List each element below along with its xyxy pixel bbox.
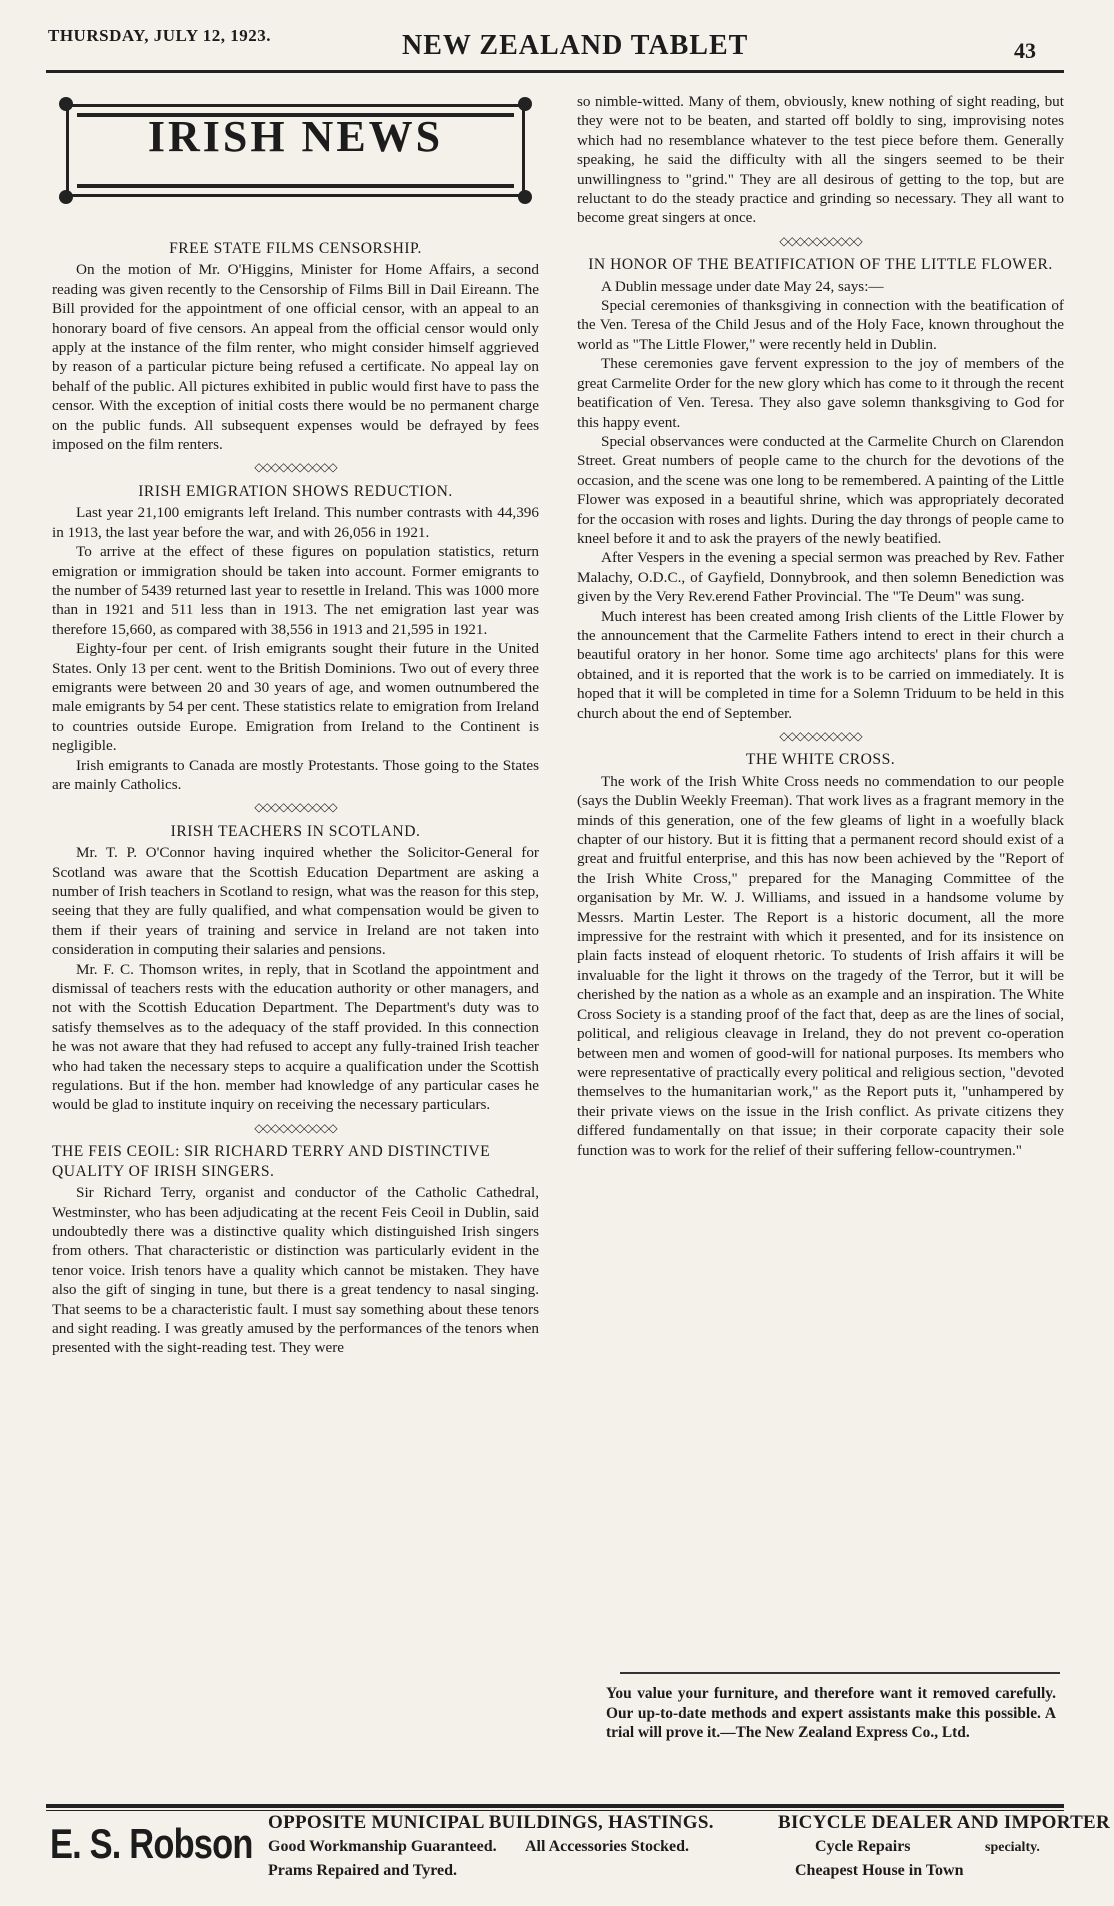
right-column: [577, 92, 1064, 1160]
article-paragraph: Irish emigrants to Canada are mostly Protestants. Those going to the States are mainly Catholics.: [52, 756, 539, 793]
article-intro: A Dublin message under date May 24, says:—: [601, 277, 884, 295]
article-paragraph: Mr. T. P. O'Connor having inquired whether the Solicitor-General for Scotland was aware that the Scottish Education Department are asking a number of Irish teachers in Scotland to resign, what was the reason for this step, seeing that they are fully qualified, and what compensation would be given to them if their years of training and service in Ireland are not taken into consideration in computing their salaries and pensions.: [52, 844, 539, 959]
banner-corner-ornament: [518, 97, 532, 111]
advertiser-address: OPPOSITE MUNICIPAL BUILDINGS, HASTINGS.: [268, 1812, 714, 1833]
advertiser-cheapest: Cheapest House in Town: [795, 1862, 964, 1879]
article-paragraph: On the motion of Mr. O'Higgins, Minister for Home Affairs, a second reading was given recently to the Censorship of Films Bill in Dail Eireann. The Bill provided for the appointment of one official censor, with an appeal to an honorary board of five censors. An appeal from the official censor would only apply at the instance of the film renter, who might consider himself aggrieved by reason of a particular picture being refused a certificate. No appeal lay on behalf of the public. All pictures exhibited in public would first have to pass the censor. With the exception of initial costs there would be no permanent charge on the public funds. All subsequent expenses would be defrayed by fees imposed on the film renters.: [52, 261, 539, 454]
advertiser-accessories: All Accessories Stocked.: [525, 1838, 689, 1855]
article-paragraph: Eighty-four per cent. of Irish emigrants sought their future in the United States. Only 13 per cent. went to the British Dominions. Two out of every three emigrants were between 20 and 30 years of age, and women outnumbered the male emigrants by 54 per cent. These statistics relate to emigration from Ireland to countries outside Europe. Emigration from Ireland to the Continent is negligible.: [52, 640, 539, 755]
article-paragraph: Much interest has been created among Irish clients of the Little Flower by the announcement that the Carmelite Fathers intend to erect in their church a beautiful oratory in her honor. Some time ago architects' plans for this were obtained, and it is reported that the work is to be carried on immediately. It is hoped that it will be completed in time for a Solemn Triduum to be held in this church about the end of September.: [577, 607, 1064, 722]
publication-title: NEW ZEALAND TABLET: [402, 30, 749, 61]
ornament-divider: ◇◇◇◇◇◇◇◇◇◇: [779, 729, 862, 743]
article-paragraph-continued: so nimble-witted. Many of them, obviously, knew nothing of sight reading, but they were not to be beaten, and started off boldly to sing, improvising notes which had no resemblance whatever to the test piece before them. Generally speaking, he said the difficulty with all the singers seemed to be their unwillingness to "grind." They are all desirous of getting to the top, but are reluctant to do the steady practice and grinding so necessary. They all want to become great singers at once.: [577, 93, 1064, 227]
issue-date: THURSDAY, JULY 12, 1923.: [48, 26, 271, 45]
left-column: [52, 94, 539, 1358]
page-header: [0, 0, 1114, 70]
article-paragraph: Mr. F. C. Thomson writes, in reply, that in Scotland the appointment and dismissal of teachers rests with the education authority or other managers, and not with the Scottish Education Department. The Department's duty was to satisfy themselves as to the adequacy of the staff provided. In this connection he was not aware that they had refused to accept any fully-trained Irish teacher who had taken the necessary steps to acquire a qualification under the Scottish regulations. But if the hon. member had knowledge of any particular cases he would be glad to institute inquiry on receiving the necessary particulars.: [52, 960, 539, 1114]
banner-corner-ornament: [59, 190, 73, 204]
banner-corner-ornament: [518, 190, 532, 204]
article-paragraph: Special ceremonies of thanksgiving in connection with the beatification of the Ven. Teresa of the Child Jesus and of the Holy Face, known throughout the world as "The Little Flower," were recently held in Dublin.: [577, 297, 1064, 353]
article-paragraph: After Vespers in the evening a special sermon was preached by Rev. Father Malachy, O.D.C., of Gayfield, Donnybrook, and then solemn Benediction was given by the Very Rev.erend Father Provincial. The "Te Deum" was sung.: [577, 549, 1064, 606]
ad-divider: [620, 1672, 1060, 1674]
article-heading: FREE STATE FILMS CENSORSHIP.: [169, 240, 422, 257]
article-heading: IRISH EMIGRATION SHOWS REDUCTION.: [138, 482, 453, 500]
page-number: 43: [1014, 38, 1036, 63]
header-rule: [46, 70, 1064, 73]
article-paragraph: Last year 21,100 emigrants left Ireland. This number contrasts with 44,396 in 1913, the last year before the war, and with 26,056 in 1921.: [52, 504, 539, 541]
article-heading: IN HONOR OF THE BEATIFICATION OF THE LITTLE FLOWER.: [588, 256, 1053, 274]
advertiser-specialty: specialty.: [985, 1840, 1040, 1855]
express-company-ad: You value your furniture, and therefore want it removed carefully. Our up-to-date methods and expert assistants make this possible. A trial will prove it.—The New Zealand Express Co., Ltd.: [606, 1685, 1056, 1741]
article-heading: IRISH TEACHERS IN SCOTLAND.: [170, 822, 421, 840]
article-paragraph: The work of the Irish White Cross needs no commendation to our people (says the Dublin Weekly Freeman). That work lives as a fragrant memory in the minds of this generation, one of the few gleams of light in a woefully black chapter of our history. But it is fitting that a permanent record should exist of a great and fruitful enterprise, and this has now been achieved by the "Report of the Irish White Cross," prepared for the Managing Committee of the organisation by Mr. W. J. Williams, and issued in a handsome volume by Messrs. Martin Lester. The Report is a historic document, all the more impressive for the restraint with which it presented, and for its insistence on plain facts instead of eloquent rhetoric. To students of Irish affairs it will be invaluable for the light it throws on the tragedy of the Terror, but it will be cherished by the nation as a whole as an example and an inspiration. The White Cross Society is a standing proof of the fact that, deep as are the lines of social, political, and religious cleavage in Ireland, they do not prevent co-operation between men and women of good-will for national purposes. Its members who were representative of practically every political and religious section, "devoted themselves to the humanitarian work," as the Report puts it, "unhampered by their private views on the issue in the Irish conflict. As private citizens they differed fundamentally on that issue; in their corporate capacity their sole function was to work for the relief of their suffering fellow-countrymen.": [577, 772, 1064, 1159]
article-paragraph: Special observances were conducted at the Carmelite Church on Clarendon Street. Great numbers of people came to the church for the devotions of the occasion, and the scene was one long to be remembered. A painting of the Little Flower was exposed in a beautiful shrine, which was appropriately decorated for the occasion with roses and lights. During the day throngs of people came to kneel before it and to ask the prayers of the newly beatified.: [577, 432, 1064, 547]
banner-frame: [66, 104, 525, 197]
advertiser-workmanship: Good Workmanship Guaranteed.: [268, 1838, 497, 1855]
ornament-divider: ◇◇◇◇◇◇◇◇◇◇: [254, 800, 337, 815]
article-paragraph: These ceremonies gave fervent expression to the joy of members of the great Carmelite Order for the new glory which has come to it through the recent beatification of Ven. Teresa. They also gave solemn thanksgiving to God for this happy event.: [577, 355, 1064, 431]
ornament-divider: ◇◇◇◇◇◇◇◇◇◇: [254, 1120, 337, 1135]
footer-rule-thin: [46, 1810, 1064, 1811]
banner-title: IRISH NEWS: [147, 112, 444, 161]
advertiser-name: E. S. Robson: [50, 1820, 253, 1867]
ornament-divider: ◇◇◇◇◇◇◇◇◇◇: [254, 460, 337, 475]
advertiser-repairs: Cycle Repairs: [815, 1838, 911, 1855]
article-paragraph: Sir Richard Terry, organist and conductor of the Catholic Cathedral, Westminster, who has been adjudicating at the recent Feis Ceoil in Dublin, said undoubtedly there was a distinctive quality which distinguished Irish singers from others. That characteristic or distinction was particularly evident in the tenor voice. Irish tenors have a quality which cannot be mistaken. They have also the gift of singing in tune, but there is a great tendency to nasal singing. That seems to be a characteristic fault. I must say something about these tenors and sight reading. I was greatly amused by the performances of the tenors when presented with the sight-reading test. They were: [52, 1184, 539, 1357]
advertiser-trade: BICYCLE DEALER AND IMPORTER: [778, 1812, 1111, 1833]
article-paragraph: To arrive at the effect of these figures on population statistics, return emigration or immigration should be taken into account. Former emigrants to the number of 5439 returned last year to resettle in Ireland. This was 1000 more than in 1921 and 511 less than in 1913. The net emigration last year was therefore 15,660, as compared with 38,556 in 1913 and 21,595 in 1921.: [52, 543, 539, 638]
banner-corner-ornament: [59, 97, 73, 111]
footer-rule: [46, 1804, 1064, 1808]
ornament-divider: ◇◇◇◇◇◇◇◇◇◇: [779, 233, 862, 248]
article-heading: THE WHITE CROSS.: [745, 751, 896, 769]
advertiser-prams: Prams Repaired and Tyred.: [268, 1862, 458, 1879]
article-heading: THE FEIS CEOIL: SIR RICHARD TERRY AND DISTINCTIVE QUALITY OF IRISH SINGERS.: [52, 1143, 491, 1180]
irish-news-banner: [52, 94, 539, 207]
